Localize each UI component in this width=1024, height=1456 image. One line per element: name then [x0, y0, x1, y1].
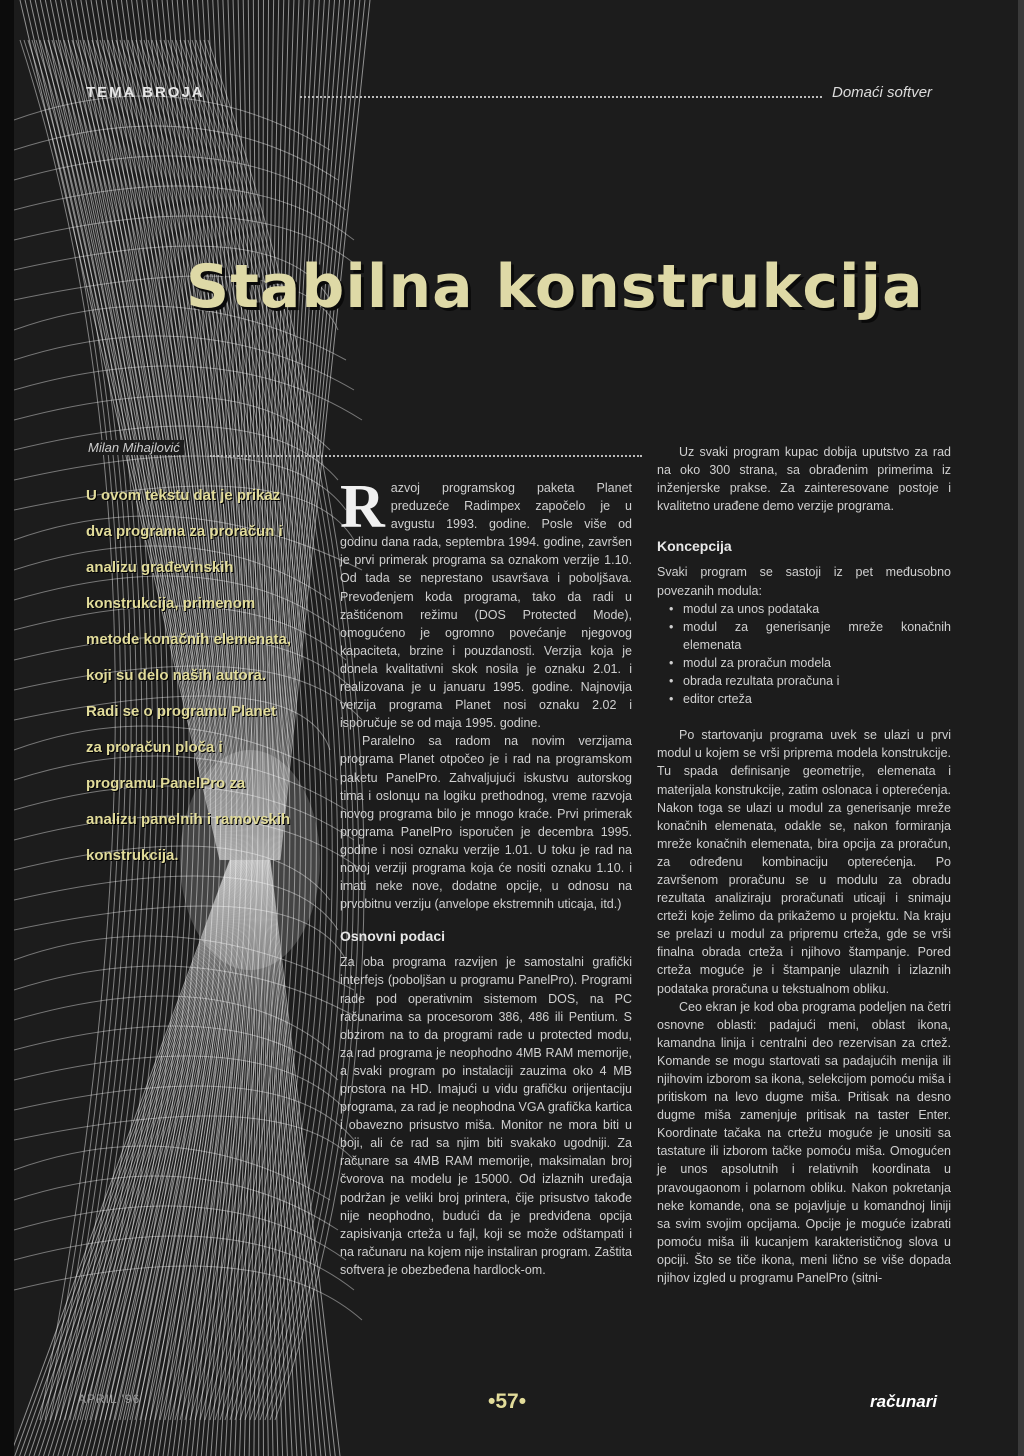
paragraph: Paralelno sa radom na novim verzijama programa Planet otpočeo je i rad na programskom paketu PanelPro. Zahvaljujući iskustvu autorskog tima i oslonцu na logiku prethodnog, vreme razvoja novog programa bilo je mnogo kraće. Prvi primerak programa PanelPro isporučen je decembra 1995. godine i nosi oznaku verzije 1.01. U toku je rad na novoj verziji programa koja će nositi oznaku 1.10. i imati neke nove, dodatne opcije, u odnosu na prvobitnu verziju (anvelope ekstremnih uticaja, itd.) — [340, 734, 632, 912]
lead-paragraph: U ovom tekstu dat je prikaz dva programa za proračun i analizu građevinskih konstrukcija, primenom metode konačnih elemenata, koji su delo naših autora. Radi se o programu Planet za proračun ploča i programu PanelPro za analizu panelnih i ramovskih konstrukcija. — [86, 487, 292, 864]
paragraph: Ceo ekran je kod oba programa podeljen na četri osnovne oblasti: padajući meni, oblast ikona, kamandna linija i centralni deo rezervisan za crtež. Komande se mogu startovati sa padajućih menija ili njihovim izborom sa ikona, selekcijom pomoću miša i pritiskom na levo dugme miša. Pritisak na desno dugme miša zamenjuje pritisak na taster Enter. Koordinate tačaka na crtežu moguće je unositi sa tastature ili izborom tačke pomoću miša. Omogućen je unos apsolutnih i relativnih koordinata u pravougaonom i polarnom obliku. Nakon pokretanja neke komande, ona se pojavljuje u komandnoj liniji sa svim svojim opcijama. Opcije je moguće izabrati pomoću miša ili kucanjem karakterističnog slova u opciji. Što se tiče ikona, meni lično se više dopada njihov izgled u programu PanelPro (sitni- — [657, 999, 951, 1286]
category-label: Domaći softver — [832, 84, 933, 101]
list-item: • editor crteža — [683, 690, 951, 708]
paragraph: Po startovanju programa uvek se ulazi u prvi modul u kojem se vrši priprema modela konstrukcije. Tu spada definisanje geometrije, elemenata i materijala konstrukcije, zatim oslonaca i opterećenja. Nakon toga se ulazi u modul za generisanje mreže konačnih elemenata, odakle se, nakon formiranja mreže konačnih elemenata, bira opcija za proračun, za određenu kombinaciju opterećenja. Po završenom proračunu se u modulu za obradu rezultata analiziraju proračunati uticaji i snimaju crteži koje želimo da prikažemo u projektu. Na kraju se prelazi u modul za pripremu crteža, gde se vrši finalna obrada crteža i njihovo štampanje. Pored crteža moguće je i štampanje ulaznih i izlaznih podataka proračuna u tekstualnom obliku. — [657, 728, 951, 996]
article-title: Stabilna konstrukcija — [186, 252, 924, 322]
section-label: TEMA BROJA — [86, 84, 205, 101]
page-edge — [1018, 0, 1024, 1456]
column-right — [657, 443, 951, 1287]
paragraph: Uz svaki program kupac dobija uputstvo za rad na oko 300 strana, sa obrađenim primerima iz inženjerske prakse. Za zainteresovane postoje i kvalitetno urađene demo verzije programa. — [657, 445, 951, 514]
issue-date: APRIL '96 — [78, 1392, 141, 1406]
list-item: • modul za generisanje mreže konačnih elemenata — [683, 618, 951, 654]
magazine-name: računari — [870, 1392, 938, 1411]
intro-paragraph — [340, 473, 632, 732]
drop-cap: R — [340, 473, 385, 541]
paragraph-text: azvoj programskog paketa Planet preduzeće Radimpex započelo je u avgustu 1993. godine. Posle više od godinu dana rada, septembra 1994. godine, završen je prvi primerak programa sa oznakom verzije 1.10. Od tada se neprestano usavršava i poboljšava. Prevođenjem koda programa, tako da radi u zaštićenom režimu (DOS Protected Mode), omogućeno je ogromno povećanje njegovog kapaciteta, brzine i pouzdanosti. Verzija koja je donela kvalitativni skok nosila je oznaku 2.01. i realizovana je u januaru 1995. godine. Najnovija verzija programa Planet nosi oznaku 2.02 i isporučuje se od maja 1995. godine. — [340, 481, 632, 731]
section-heading-koncepcija: Koncepcija — [657, 538, 732, 555]
section-heading-osnovni-podaci: Osnovni podaci — [340, 928, 446, 945]
paragraph: Svaki program se sastoji iz pet međusobno povezanih modula: — [657, 565, 951, 598]
author-name: Milan Mihajlović — [88, 440, 184, 455]
module-list — [657, 600, 951, 709]
header-dotted-rule — [300, 96, 822, 98]
page-binding-shadow — [0, 0, 14, 1456]
list-item: • obrada rezultata proračuna i — [683, 672, 951, 690]
column-middle — [340, 473, 632, 1279]
list-item: • modul za proračun modela — [683, 654, 951, 672]
paragraph: Za oba programa razvijen je samostalni grafički interfejs (poboljšan u programu PanelPro). Programi rade pod operativnim sistemom DOS, na PC računarima sa procesorom 386, 486 ili Pentium. S obzirom na to da programi rade u protected modu, za rad programa je neophodno 4MB RAM memorije, a svaki program po instalaciji zauzima oko 4 MB prostora na HD. Imajući u vidu grafičku orijentaciju programa, za rad je neophodna VGA grafička kartica i obavezno prisustvo miša. Monitor ne mora biti u boji, ali će rad sa njim biti svakako ugodniji. Za računare sa 4MB RAM memorije, maksimalan broj čvorova na modelu je 15000. Od izlaznih uređaja podržan je veliki broj printera, čije prisustvo takođe nije neophodno, budući da je predviđena opcija zapisivanja crteža u fajl, koji se može odštampati i na računaru na kojem nije instaliran program. Zaštita softvera je obezbeđena hardlock-om. — [340, 955, 632, 1277]
list-item: • modul za unos podataka — [683, 600, 951, 618]
author-dotted-rule — [210, 455, 642, 457]
page-number: •57• — [488, 1390, 527, 1413]
